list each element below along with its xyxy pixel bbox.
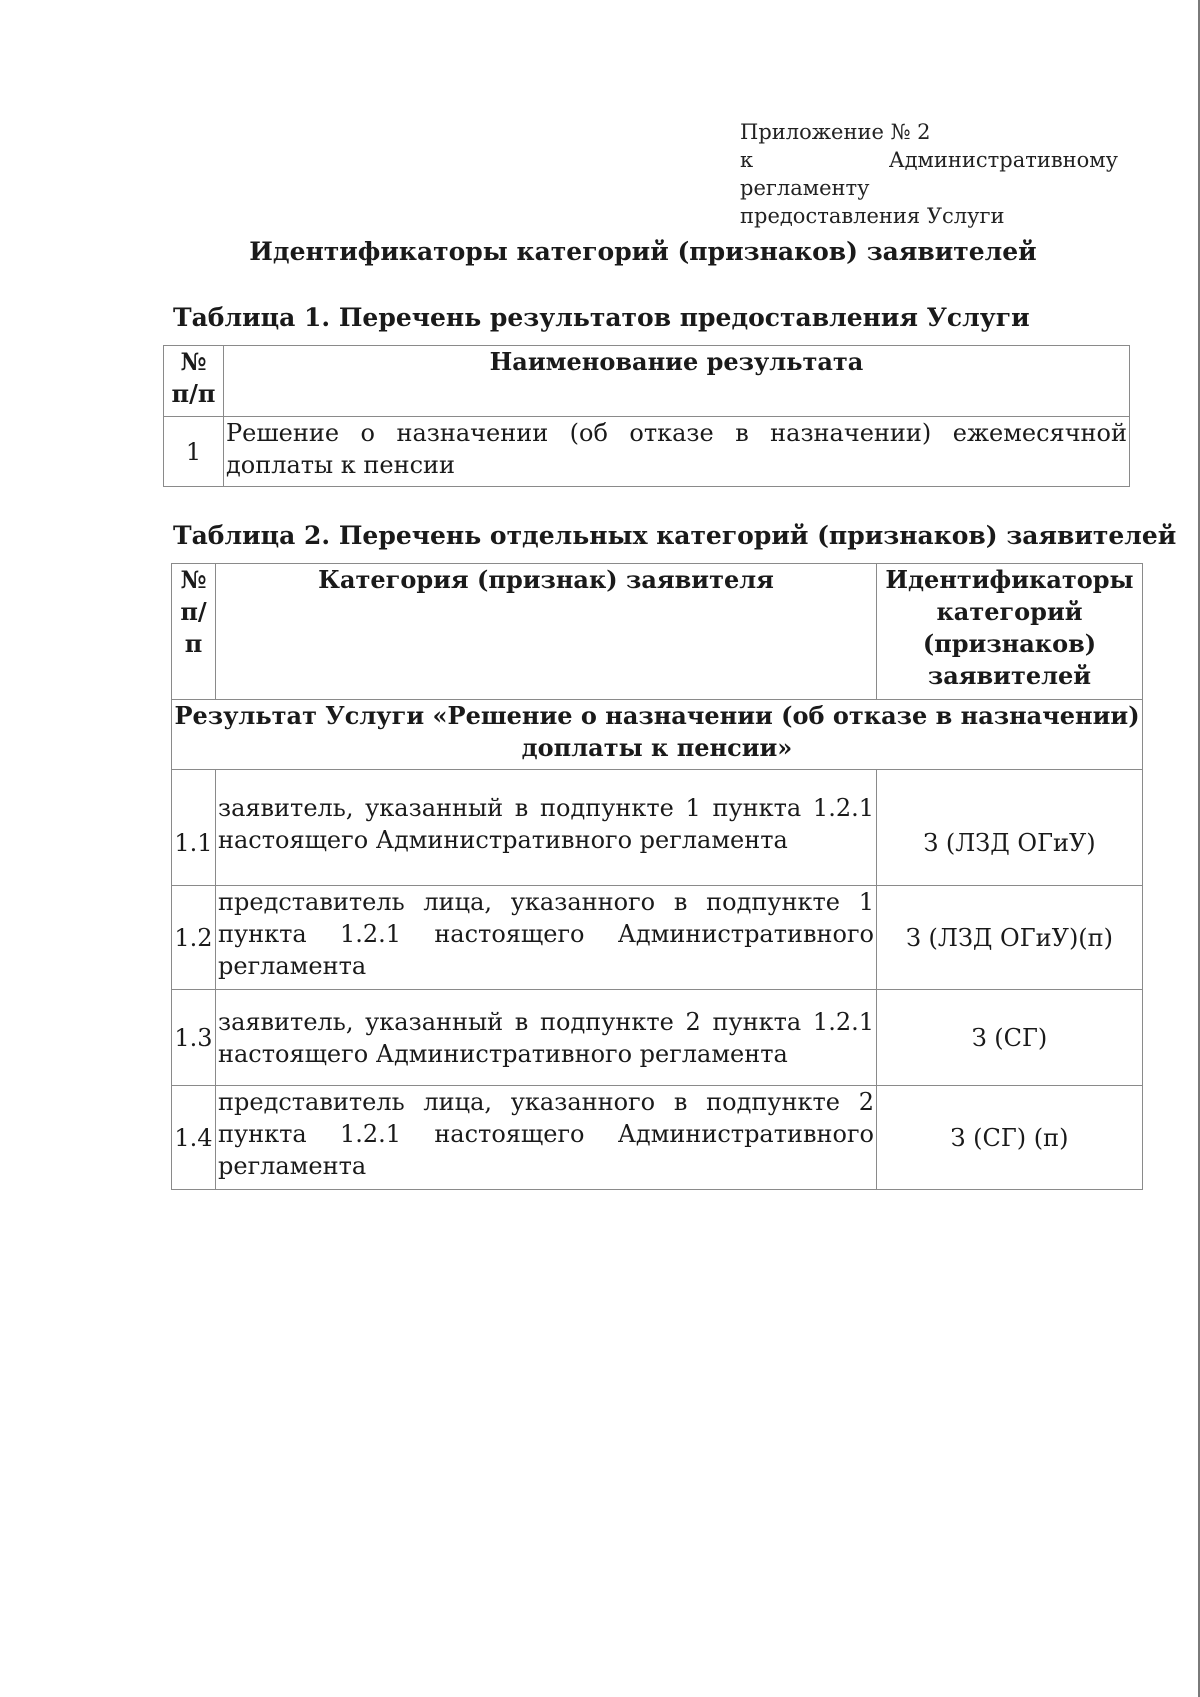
header-identifiers: Идентификаторы категорий (признаков) заявителей (877, 564, 1143, 700)
table-row (172, 990, 1143, 1086)
categories-table (171, 563, 1143, 1190)
appendix-line-1: Приложение № 2 (740, 120, 931, 144)
table-header-row (164, 346, 1130, 417)
appendix-line-3: предоставления Услуги (740, 204, 1005, 228)
group-title: Результат Услуги «Решение о назначении (об отказе в назначении) доплаты к пенсии» (172, 700, 1143, 770)
category-text: представитель лица, указанного в подпункте 2 пункта 1.2.1 настоящего Административного регламента (216, 1086, 877, 1190)
category-text: заявитель, указанный в подпункте 1 пункта 1.2.1 настоящего Административного регламента (216, 770, 877, 886)
table-header-row (172, 564, 1143, 700)
document-title: Идентификаторы категорий (признаков) заявителей (249, 237, 1037, 266)
category-identifier: З (СГ) (п) (877, 1086, 1143, 1190)
row-num: 1.2 (172, 886, 216, 990)
result-name: Решение о назначении (об отказе в назначении) ежемесячной доплаты к пенсии (224, 417, 1130, 487)
table1-caption: Таблица 1. Перечень результатов предоставления Услуги (173, 303, 1030, 332)
table2-caption: Таблица 2. Перечень отдельных категорий (признаков) заявителей (173, 521, 1177, 550)
category-text: заявитель, указанный в подпункте 2 пункта 1.2.1 настоящего Административного регламента (216, 990, 877, 1086)
header-num: № п/п (172, 564, 216, 700)
table-row (172, 1086, 1143, 1190)
table-row (172, 770, 1143, 886)
row-num: 1.4 (172, 1086, 216, 1190)
table-row (164, 417, 1130, 487)
row-num: 1 (164, 417, 224, 487)
category-text: представитель лица, указанного в подпункте 1 пункта 1.2.1 настоящего Административного регламента (216, 886, 877, 990)
results-table (163, 345, 1130, 487)
group-title-row (172, 700, 1143, 770)
appendix-line-2: к Административному регламенту (740, 148, 1118, 200)
header-result-name: Наименование результата (224, 346, 1130, 417)
appendix-header (740, 118, 1118, 230)
header-num: № п/п (164, 346, 224, 417)
row-num: 1.3 (172, 990, 216, 1086)
table-row (172, 886, 1143, 990)
category-identifier: З (ЛЗД ОГиУ) (877, 770, 1143, 886)
category-identifier: З (ЛЗД ОГиУ)(п) (877, 886, 1143, 990)
header-category: Категория (признак) заявителя (216, 564, 877, 700)
row-num: 1.1 (172, 770, 216, 886)
category-identifier: З (СГ) (877, 990, 1143, 1086)
